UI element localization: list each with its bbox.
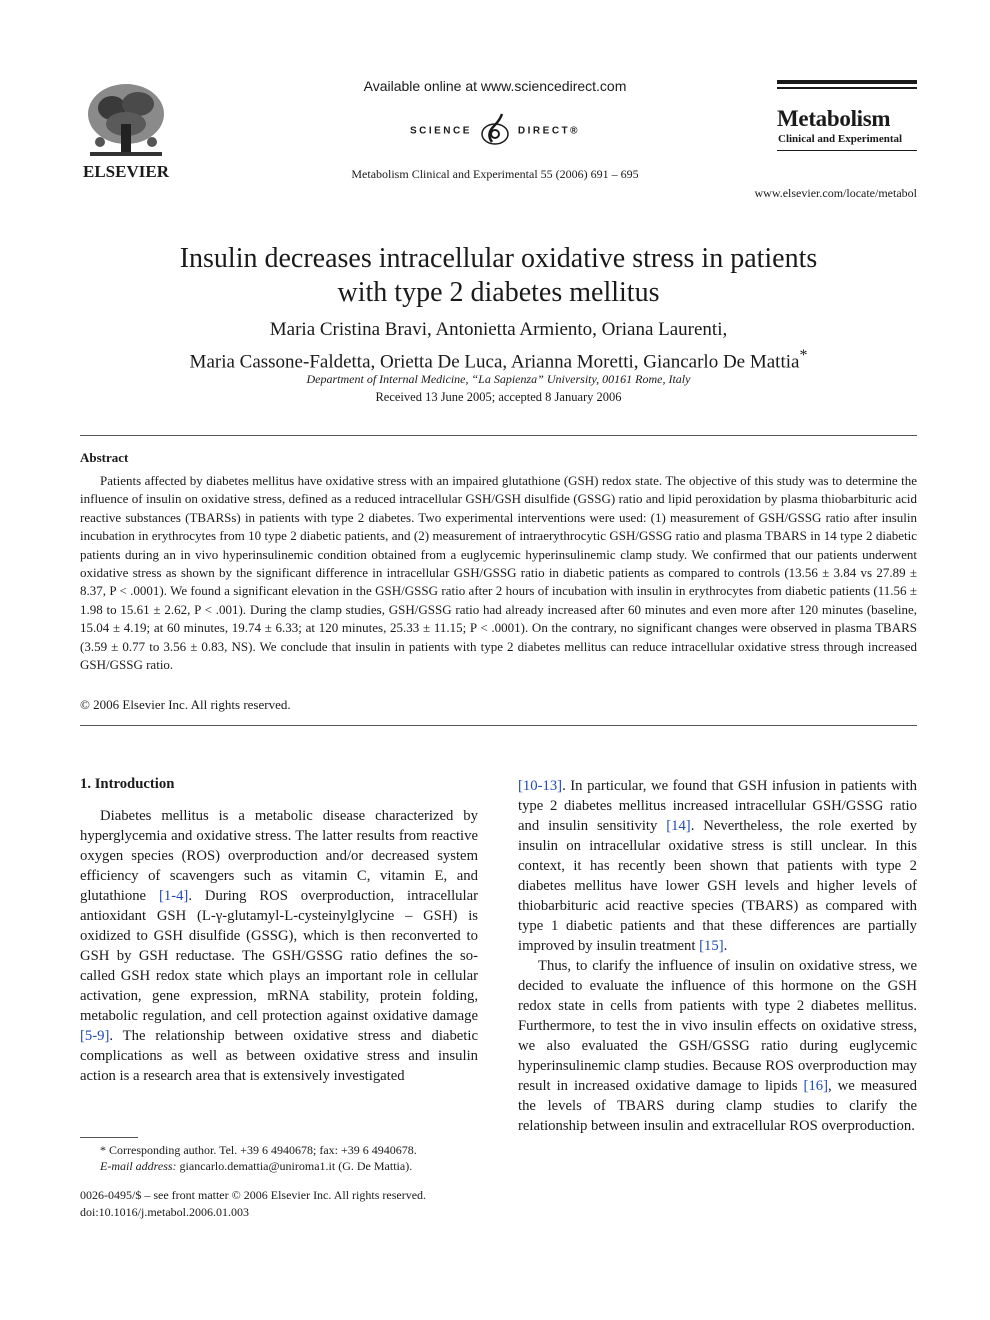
intro-text-segment: . In particular, we found that GSH infusion in patients with type 2 diabetes mellitus increased intracellular GSH/GSSG ratio and insulin sensitivity: [518, 778, 917, 834]
citation-link[interactable]: [15]: [699, 938, 724, 954]
journal-subtitle: Clinical and Experimental: [778, 133, 903, 145]
journal-rule-top: [777, 80, 917, 84]
doi-link[interactable]: doi:10.1016/j.metabol.2006.01.003: [80, 1205, 249, 1219]
intro-text-segment: .: [723, 938, 728, 954]
author-list: [80, 317, 917, 375]
title-line-2: with type 2 diabetes mellitus: [337, 277, 660, 308]
citation-link[interactable]: [10-13]: [518, 778, 563, 794]
sciencedirect-d-icon: [478, 112, 512, 150]
affiliation: Department of Internal Medicine, “La Sapienza” University, 00161 Rome, Italy: [306, 372, 691, 386]
citation-link[interactable]: [16]: [803, 1078, 829, 1094]
journal-rule-thin: [777, 87, 917, 89]
email-label: E-mail address:: [100, 1159, 177, 1173]
citation-link[interactable]: [5-9]: [80, 1028, 110, 1044]
title-line-1: Insulin decreases intracellular oxidative stress in patients: [179, 243, 818, 274]
column-right: [518, 776, 917, 1136]
intro-text-segment: Thus, to clarify the influence of insulin on oxidative stress, we decided to evaluate the influence of this hormone on the GSH redox state in cells from patients with type 2 diabetes mellitus. Furthermore, to test the in vivo insulin effects on oxidative stress, we also evaluated the GSH/GSSG ratio during euglycemic hyperinsulinemic clamp studies. Because ROS overproduction may result in increased oxidative damage to lipids: [518, 958, 917, 1094]
sciencedirect-right: DIRECT®: [517, 125, 581, 137]
intro-text-segment: Diabetes mellitus is a metabolic disease characterized by hyperglycemia and oxidative stress. The latter results from reactive oxygen species (ROS) overproduction and/or decreased system efficiency of scavengers such as vitamin C, vitamin E, and glutathione: [80, 808, 478, 904]
intro-paragraph-2: [518, 956, 917, 1136]
corresponding-author-footnote: * Corresponding author. Tel. +39 6 4940678; fax: +39 6 4940678.: [100, 1143, 417, 1157]
intro-paragraph-1: [80, 806, 478, 1086]
section-heading-introduction: 1. Introduction: [80, 776, 175, 792]
intro-text-segment: . During ROS overproduction, intracellular antioxidant GSH (L-γ-glutamyl-L-cysteinylglycine – GSH) is oxidized to GSH disulfide (GSSG), which is then reconverted to GSH by GSH reductase. The GSH/GSSG ratio defines the so-called GSH redox state which plays an important role in cellular activation, gene expression, mRNA stability, protein folding, metabolic regulation, and cell protection against oxidative damage: [80, 888, 478, 1024]
abstract-text: Patients affected by diabetes mellitus have oxidative stress with an impaired glutathione (GSH) redox state. The objective of this study was to determine the influence of insulin on oxidative stress, defined as a reduced intracellular GSH/GSH disulfide (GSSG) ratio and lipid peroxidation by plasma thiobarbituric acid reactive substances (TBARSs) in patients with type 2 diabetes. Two experimental interventions were used: (1) measurement of GSH/GSSG ratio after insulin incubation in erythrocytes from 10 type 2 diabetic patients, and (2) measurement of intraerythrocytic GSH/GSSG ratio and plasma TBARS in 14 type 2 diabetic patients during an in vivo hyperinsulinemic condition obtained from a euglycemic hyperinsulinemic clamp study. We confirmed that our patients underwent oxidative stress as shown by the significant difference in intracellular GSH/GSSG ratio in diabetic patients as compared to controls (13.56 ± 3.84 vs 27.89 ± 8.37, P < .0001). We found a significant elevation in the GSH/GSSG ratio after 2 hours of incubation with insulin in erythrocytes from diabetic patients (11.56 ± 1.98 to 15.61 ± 2.62, P < .001). During the clamp studies, GSH/GSSG ratio had already increased after 60 minutes and even more after 120 minutes (baseline, 15.04 ± 4.19; at 60 minutes, 19.74 ± 6.33; at 120 minutes, 25.33 ± 11.15; P < .0001). On the contrary, no significant changes were observed in plasma TBARS (3.59 ± 0.77 to 3.56 ± 0.83, NS). We conclude that insulin in patients with type 2 diabetes mellitus can reduce intracellular oxidative stress through increased GSH/GSSG ratio.: [80, 473, 917, 673]
footnote-rule: [80, 1137, 138, 1138]
received-accepted-dates: Received 13 June 2005; accepted 8 January 2006: [375, 390, 622, 404]
article-title: [80, 242, 917, 310]
abstract-rule-bottom: [80, 725, 917, 726]
email-footnote: [80, 1158, 478, 1174]
abstract-rule-top: [80, 435, 917, 436]
journal-url: www.elsevier.com/locate/metabol: [754, 186, 917, 200]
journal-rule-bottom: [777, 150, 917, 151]
email-address[interactable]: giancarlo.demattia@uniroma1.it (G. De Mattia).: [176, 1159, 413, 1173]
citation-link[interactable]: [1-4]: [158, 888, 189, 904]
intro-text-segment: . The relationship between oxidative stress and diabetic complications as well as between oxidative stress and insulin action is a research area that is extensively investigated: [80, 1028, 478, 1084]
abstract-heading: Abstract: [80, 450, 129, 465]
front-matter-issn: 0026-0495/$ – see front matter © 2006 Elsevier Inc. All rights reserved.: [80, 1188, 427, 1202]
abstract-copyright: © 2006 Elsevier Inc. All rights reserved.: [80, 697, 291, 712]
intro-text-segment: . Nevertheless, the role exerted by insulin on intracellular oxidative stress is still unclear. In this context, it has recently been shown that patients with type 2 diabetes mellitus have lower GSH levels and higher levels of thiobarbituric acid reactive species (TBARS) as compared with type 1 diabetic patients and that these differences are partially improved by insulin treatment: [518, 818, 917, 954]
elsevier-wordmark: ELSEVIER: [83, 162, 169, 180]
corresponding-author-mark: *: [799, 347, 808, 364]
column-left: [80, 806, 478, 1086]
journal-reference: Metabolism Clinical and Experimental 55 (2006) 691 – 695: [351, 167, 639, 181]
citation-link[interactable]: [14]: [666, 818, 691, 834]
journal-name: Metabolism: [777, 106, 891, 131]
sciencedirect-left: SCIENCE: [409, 125, 472, 137]
intro-paragraph-1-continued: [518, 776, 917, 956]
available-online-text: Available online at www.sciencedirect.com: [363, 78, 627, 94]
authors-line-2: Maria Cassone-Faldetta, Orietta De Luca, Arianna Moretti, Giancarlo De Mattia: [189, 351, 800, 373]
authors-line-1: Maria Cristina Bravi, Antonietta Armiento, Oriana Laurenti,: [269, 319, 728, 340]
front-matter: [80, 1187, 426, 1221]
intro-text-segment: , we measured the levels of TBARS during clamp studies to clarify the relationship between insulin and extracellular ROS overproduction.: [518, 1078, 918, 1134]
